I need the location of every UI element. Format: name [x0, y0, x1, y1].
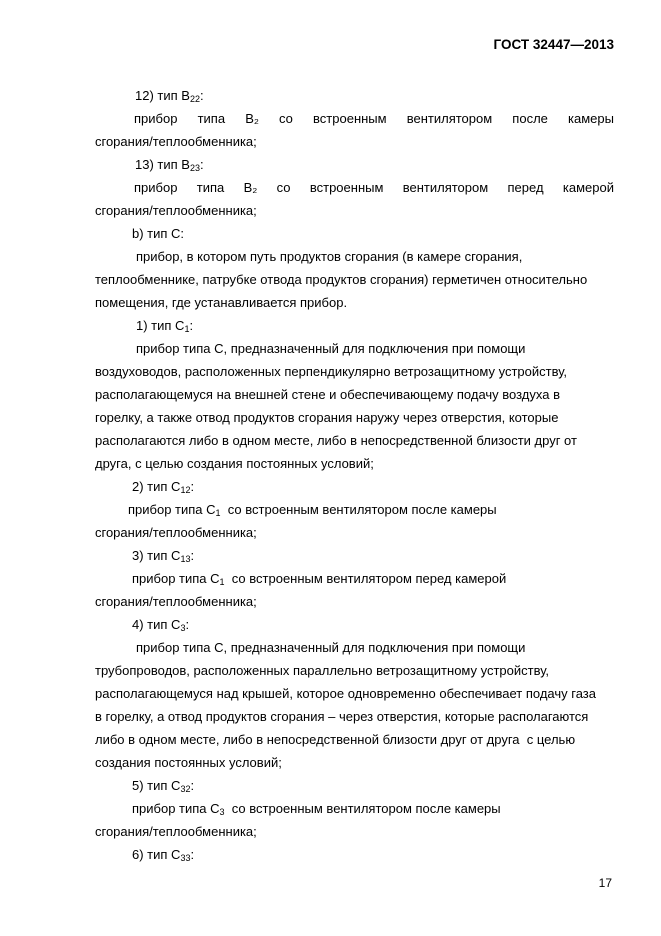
item-c12-text-line-2: сгорания/теплообменника;	[95, 525, 257, 540]
document-code: ГОСТ 32447—2013	[493, 37, 614, 52]
item-c-text-line-3: помещения, где устанавливается прибор.	[95, 295, 348, 310]
item-c33-heading: 6) тип $C_{33}$:	[132, 847, 195, 863]
item-c3-text-line-3: располагающемуся над крышей, которое одновременно обеспечивает подачу газа	[95, 686, 596, 701]
item-c-text-line-1: прибор, в котором путь продуктов сгорания (в камере сгорания,	[136, 249, 523, 264]
item-b23-heading: 13) тип $B_{23}$:	[135, 157, 204, 173]
item-c-text-line-2: теплообменнике, патрубке отвода продуктов сгорания) герметичен относительно	[95, 272, 588, 287]
item-c32-text-line-1: прибор типа $C_3$ со встроенным вентилятором после камеры	[132, 801, 501, 817]
item-c32-text-line-2: сгорания/теплообменника;	[95, 824, 257, 839]
item-c3-text-line-6: создания постоянных условий;	[95, 755, 282, 770]
item-c1-text-line-5: располагаются либо в одном месте, либо в непосредственной близости друг от	[95, 433, 577, 448]
item-b23-text-cont: сгорания/теплообменника;	[95, 203, 257, 218]
item-c3-text-line-2: трубопроводов, расположенных параллельно ветрозащитному устройству,	[95, 663, 550, 678]
item-c12-heading: 2) тип $C_{12}$:	[132, 479, 195, 495]
item-c-heading: b) тип C:	[132, 226, 185, 241]
item-c1-text-line-6: друга, с целью создания постоянных условий;	[95, 456, 374, 471]
item-b22-text: прибор типа B₂ со встроенным вентилятором после камеры	[134, 111, 614, 126]
item-c3-text-line-4: в горелку, а отвод продуктов сгорания – через отверстия, которые располагаются	[95, 709, 589, 724]
item-b22-heading: 12) тип $B_{22}$:	[135, 88, 204, 104]
item-c13-heading: 3) тип $C_{13}$:	[132, 548, 195, 564]
item-c3-text-line-5: либо в одном месте, либо в непосредственной близости друг от друга с целью	[95, 732, 576, 747]
item-c32-heading: 5) тип $C_{32}$:	[132, 778, 195, 794]
item-c3-text-line-1: прибор типа C, предназначенный для подключения при помощи	[136, 640, 526, 655]
item-b22-text-cont: сгорания/теплообменника;	[95, 134, 257, 149]
item-b23-text: прибор типа B₂ со встроенным вентилятором перед камерой	[134, 180, 614, 195]
item-c13-text-line-2: сгорания/теплообменника;	[95, 594, 257, 609]
item-c1-text-line-2: воздуховодов, расположенных перпендикулярно ветрозащитному устройству,	[95, 364, 568, 379]
item-c1-text-line-1: прибор типа C, предназначенный для подключения при помощи	[136, 341, 526, 356]
item-c1-text-line-3: располагающемуся на внешней стене и обеспечивающему подачу воздуха в	[95, 387, 560, 402]
item-c1-text-line-4: горелку, а также отвод продуктов сгорания наружу через отверстия, которые	[95, 410, 559, 425]
item-c3-heading: 4) тип $C_3$:	[132, 617, 190, 633]
item-c12-text-line-1: прибор типа $C_1$ со встроенным вентилятором после камеры	[128, 502, 497, 518]
item-c1-heading: 1) тип $C_1$:	[136, 318, 194, 334]
item-c13-text-line-1: прибор типа $C_1$ со встроенным вентилятором перед камерой	[132, 571, 507, 587]
page-number: 17	[598, 876, 612, 890]
